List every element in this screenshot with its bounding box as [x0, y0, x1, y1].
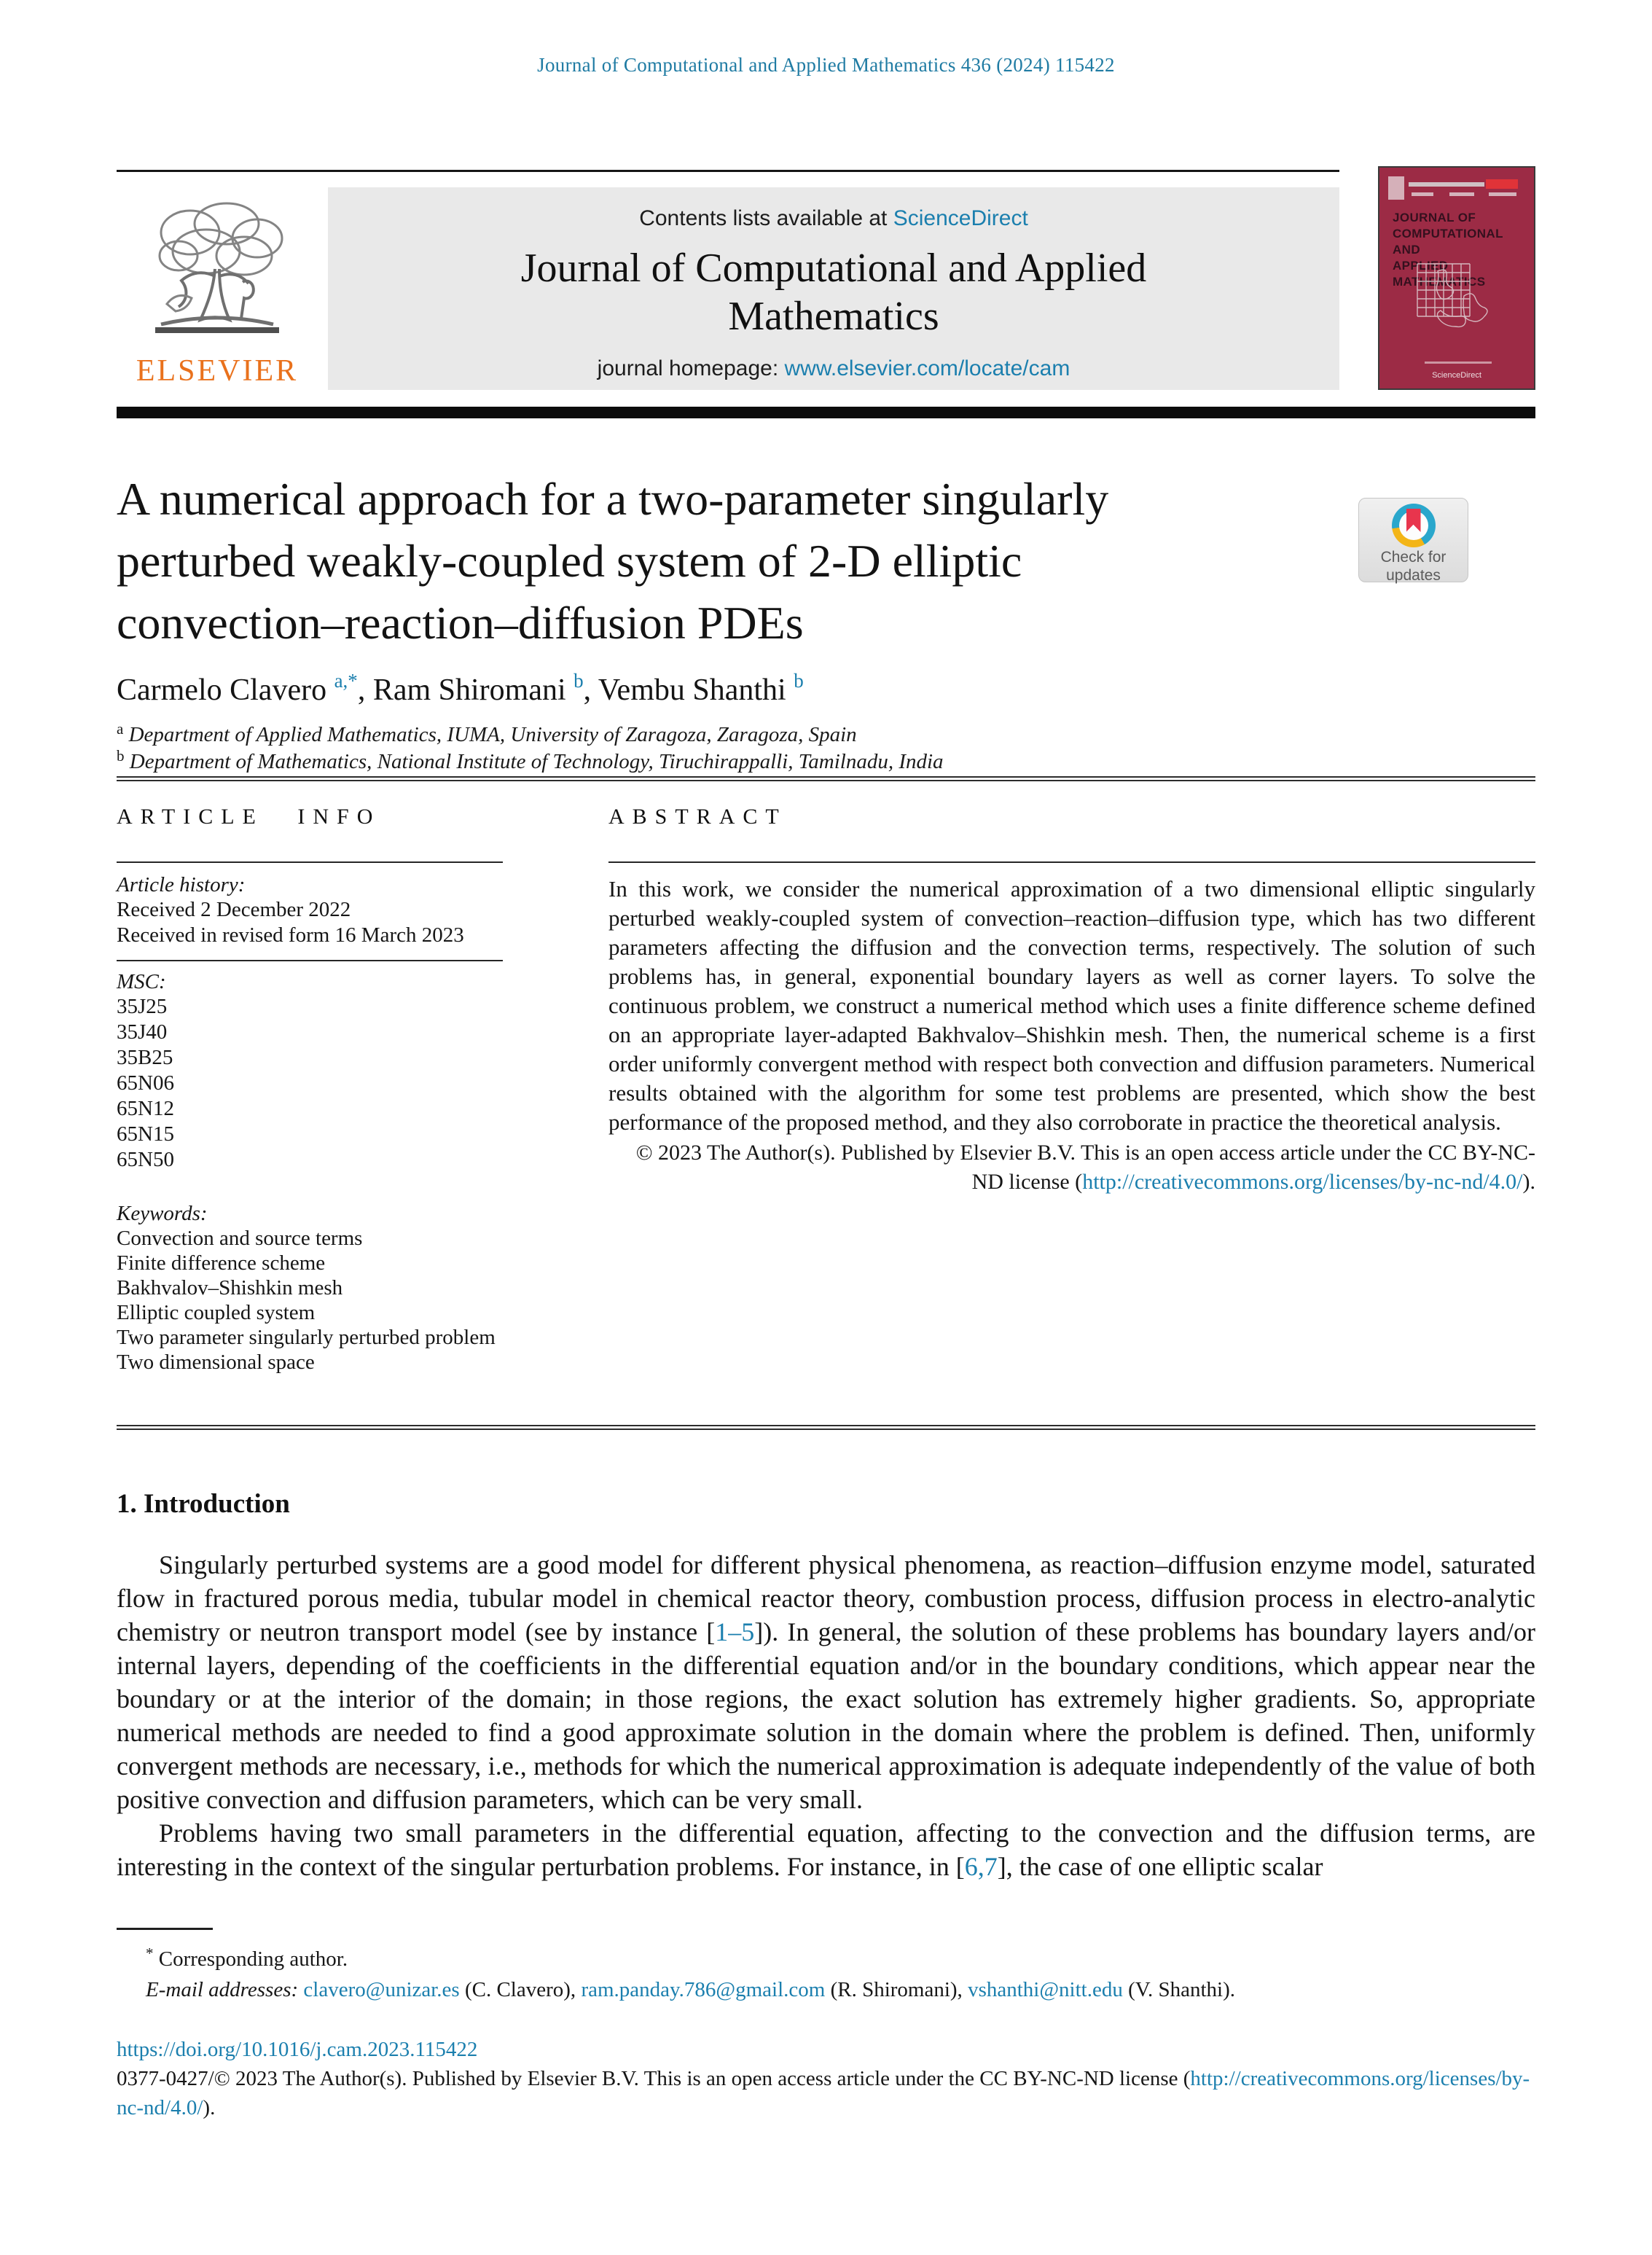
- abstract-text: In this work, we consider the numerical approximation of a two dimensional elliptic singularly perturbed weakly-coupled system of convection–reaction–diffusion type, which has two different parameters affecting the diffusion and the convection terms, respectively. The solution of such problems has, in general, exponential boundary layers as well as corner layers. To solve the continuous problem, we construct a numerical method which uses a finite difference scheme defined on an appropriate layer-adapted Bakhvalov–Shishkin mesh. Then, the numerical scheme is a first order uniformly convergent method with respect both convection and diffusion parameters. Numerical results obtained with the algorithm for some test problems are presented, which show the best performance of the proposed method, and they also corroborate in practice the theoretical analysis.: [608, 876, 1535, 1135]
- text-line: 65N15: [117, 1122, 174, 1146]
- journal-title: [328, 244, 1339, 340]
- text-line: 35J25: [117, 995, 168, 1018]
- column-rule: [608, 861, 1535, 863]
- affiliation-a: [117, 722, 1253, 749]
- running-head-journal-ref: Journal of Computational and Applied Mathematics 436 (2024) 115422: [537, 54, 1115, 76]
- section-heading-introduction: 1. Introduction: [117, 1489, 290, 1519]
- cover-microtext: [1449, 192, 1474, 196]
- text-line: Finite difference scheme: [117, 1251, 326, 1275]
- email-addresses-line: [117, 1975, 1535, 2004]
- text-line: Two parameter singularly perturbed problem: [117, 1326, 496, 1349]
- text-segment: (R. Shiromani),: [825, 1978, 968, 2001]
- issn-copyright-line: [117, 2064, 1535, 2122]
- check-for-updates-label: [1359, 548, 1468, 585]
- footnote-block: [117, 1928, 1535, 2004]
- article-info-heading: ARTICLE INFO: [117, 805, 381, 829]
- text-segment: b: [573, 670, 584, 692]
- keywords-label: Keywords:: [117, 1202, 208, 1225]
- text-line: Journal of Computational and Applied: [520, 246, 1147, 291]
- text-line: 35B25: [117, 1046, 173, 1069]
- article-title: [117, 468, 1253, 654]
- text-line: A numerical approach for a two-parameter singularly: [117, 473, 1109, 525]
- intro-paragraph-1: [117, 1548, 1535, 1816]
- inline-link[interactable]: 6,7: [964, 1852, 998, 1881]
- text-segment: (V. Shanthi).: [1122, 1978, 1235, 2001]
- msc-label: MSC:: [117, 970, 166, 993]
- text-line: 65N06: [117, 1071, 174, 1095]
- article-history-dates: [117, 897, 503, 948]
- text-line: updates: [1386, 567, 1441, 584]
- text-line: Bakhvalov–Shishkin mesh: [117, 1276, 343, 1300]
- elsevier-wordmark: ELSEVIER: [136, 354, 299, 388]
- text-segment: E-mail addresses:: [146, 1978, 304, 2001]
- text-line: perturbed weakly-coupled system of 2-D elliptic: [117, 535, 1022, 587]
- keywords-list: [117, 1226, 503, 1375]
- homepage-prefix: journal homepage:: [597, 356, 785, 380]
- author-line: [117, 670, 1253, 708]
- inline-link[interactable]: http://creativecommons.org/licenses/by-nc-nd/4.0/: [117, 2067, 1530, 2119]
- journal-banner: [328, 187, 1339, 390]
- affiliations: [117, 722, 1253, 776]
- text-line: Received in revised form 16 March 2023: [117, 923, 464, 947]
- doi-link[interactable]: https://doi.org/10.1016/j.cam.2023.115422: [117, 2038, 478, 2061]
- masthead: [117, 170, 1535, 418]
- inline-link[interactable]: vshanthi@nitt.edu: [968, 1978, 1123, 2001]
- affiliation-b: [117, 749, 1253, 776]
- text-segment: , Ram Shiromani: [357, 673, 574, 707]
- inline-link[interactable]: 1–5: [715, 1617, 755, 1646]
- text-segment: b: [117, 747, 125, 765]
- text-segment: Corresponding author.: [153, 1947, 348, 1971]
- abstract-copyright: [608, 1138, 1535, 1197]
- article-info-abstract-block: [117, 776, 1535, 1430]
- text-line: Received 2 December 2022: [117, 898, 351, 921]
- journal-cover-thumbnail[interactable]: [1378, 166, 1535, 390]
- contents-line: [328, 206, 1339, 231]
- text-segment: ]). In general, the solution of these problems has boundary layers and/or internal layers, depending of the coefficients in the differential equation and/or in the boundary conditions, which appear near the boundary or at the interior of the domain; in those regions, the exact solution has extremely higher gradients. So, appropriate numerical methods are needed to find a good approximate solution in the domain where the problem is defined. Then, uniformly convergent methods are necessary, i.e., methods for which the numerical approximation is adequate independently of the value of both positive convection and diffusion parameters, which can be very small.: [117, 1617, 1535, 1814]
- text-line: 35J40: [117, 1020, 168, 1044]
- crossmark-bookmark-icon: [1406, 509, 1421, 532]
- crossmark-ring-icon: [1392, 504, 1436, 547]
- text-segment: Department of Applied Mathematics, IUMA, University of Zaragoza, Zaragoza, Spain: [123, 723, 857, 746]
- text-line: Mathematics: [728, 294, 939, 339]
- homepage-line: [328, 356, 1339, 381]
- text-line: APPLIED MATHEMATICS: [1393, 259, 1486, 289]
- text-segment: b: [794, 670, 804, 692]
- sciencedirect-link[interactable]: ScienceDirect: [893, 206, 1028, 230]
- text-line: Two dimensional space: [117, 1351, 315, 1374]
- cover-microtext: [1425, 361, 1492, 364]
- title-block: [117, 468, 1253, 776]
- doi-line: [117, 2035, 1535, 2064]
- inline-link[interactable]: http://creativecommons.org/licenses/by-nc-nd/4.0/: [1082, 1170, 1523, 1194]
- introduction-body: [117, 1548, 1535, 1883]
- masthead-top-rule: [117, 170, 1339, 172]
- bottom-identifiers: [117, 2035, 1535, 2122]
- column-rule: [117, 960, 503, 961]
- text-line: convection–reaction–diffusion PDEs: [117, 597, 804, 649]
- elsevier-tree-icon: [133, 195, 301, 353]
- text-segment: ], the case of one elliptic scalar: [997, 1852, 1323, 1881]
- text-segment: © 2023 The Author(s). Published by Elsevier B.V. This is an open access article under the CC BY-NC-ND license (: [635, 1141, 1535, 1194]
- text-segment: a,*: [334, 670, 358, 692]
- text-segment: 0377-0427/© 2023 The Author(s). Published by Elsevier B.V. This is an open access article under the CC BY-NC-ND license (: [117, 2067, 1191, 2090]
- masthead-bottom-rule: [117, 407, 1535, 418]
- article-info-column: [117, 805, 503, 1425]
- text-segment: *: [146, 1945, 154, 1962]
- journal-homepage-link[interactable]: www.elsevier.com/locate/cam: [784, 356, 1070, 380]
- text-line: Convection and source terms: [117, 1227, 363, 1250]
- contents-prefix: Contents lists available at: [639, 206, 893, 230]
- abstract-column: [608, 805, 1535, 1425]
- text-segment: Carmelo Clavero: [117, 673, 334, 707]
- abstract-heading: ABSTRACT: [608, 805, 787, 829]
- cover-red-tab: [1486, 179, 1518, 189]
- text-segment: a: [117, 720, 124, 738]
- text-line: JOURNAL OF: [1393, 211, 1476, 224]
- column-rule: [117, 861, 503, 863]
- msc-codes: [117, 994, 503, 1173]
- text-segment: ).: [203, 2096, 216, 2119]
- text-segment: Department of Mathematics, National Institute of Technology, Tiruchirappalli, Tamilnadu, India: [124, 750, 944, 773]
- text-segment: (C. Clavero),: [459, 1978, 582, 2001]
- cover-grid-art: [1416, 262, 1496, 338]
- text-line: Check for: [1380, 549, 1447, 566]
- text-segment: ).: [1522, 1170, 1535, 1194]
- check-for-updates-badge[interactable]: [1358, 498, 1468, 582]
- text-line: 65N50: [117, 1148, 174, 1171]
- cover-microtext: [1489, 192, 1516, 196]
- text-line: 65N12: [117, 1097, 174, 1120]
- inline-link[interactable]: clavero@unizar.es: [303, 1978, 460, 2001]
- elsevier-logo: [118, 195, 316, 402]
- corresponding-author-note: [117, 1945, 1535, 1975]
- intro-paragraph-2: [117, 1816, 1535, 1883]
- text-segment: , Vembu Shanthi: [583, 673, 794, 707]
- cover-sciencedirect-label: ScienceDirect: [1432, 371, 1481, 380]
- text-line: COMPUTATIONAL AND: [1393, 227, 1503, 257]
- text-segment: Problems having two small parameters in the differential equation, affecting to the convection and the diffusion terms, are interesting in the context of the singular perturbation problems. For instance, in [: [117, 1818, 1535, 1881]
- article-history-label: Article history:: [117, 873, 246, 896]
- text-segment: Singularly perturbed systems are a good model for different physical phenomena, as reaction–diffusion enzyme model, saturated flow in fractured porous media, tubular model in chemical reactor theory, combustion process, diffusion process in electro-analytic chemistry or neutron transport model (see by instance [: [117, 1550, 1535, 1646]
- inline-link[interactable]: ram.panday.786@gmail.com: [581, 1978, 826, 2001]
- cover-elsevier-emblem: [1388, 176, 1404, 200]
- cover-microtext: [1412, 192, 1433, 196]
- footnote-rule: [117, 1928, 213, 1930]
- cover-top-bar: [1409, 182, 1484, 187]
- text-line: Elliptic coupled system: [117, 1301, 316, 1324]
